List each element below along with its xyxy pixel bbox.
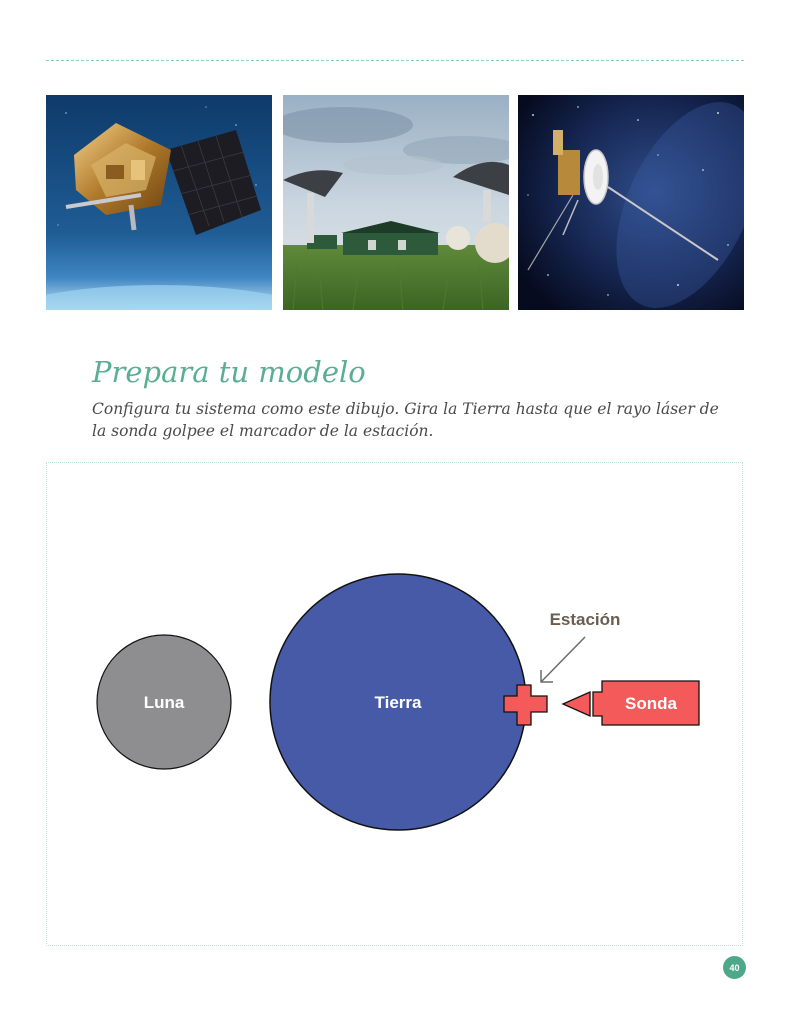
earth-label: Tierra: [374, 693, 422, 712]
space-probe-photo: [518, 95, 744, 310]
setup-instructions: Configura tu sistema como este dibujo. Gira la Tierra hasta que el rayo láser de la sonda golpee el marcador de la estación.: [92, 400, 719, 440]
section-title: Prepara tu modelo: [92, 355, 366, 389]
station-pointer-arrow: [541, 637, 585, 682]
ground-station-photo: [283, 95, 509, 310]
satellite-photo: [46, 95, 272, 310]
station-label: Estación: [549, 610, 621, 629]
top-dashed-rule: [46, 60, 744, 61]
probe-label: Sonda: [625, 694, 677, 713]
moon-label: Luna: [143, 693, 185, 712]
page-number-badge: 40: [723, 956, 746, 979]
model-diagram: [46, 462, 743, 946]
laser-arrow-head: [563, 692, 590, 716]
